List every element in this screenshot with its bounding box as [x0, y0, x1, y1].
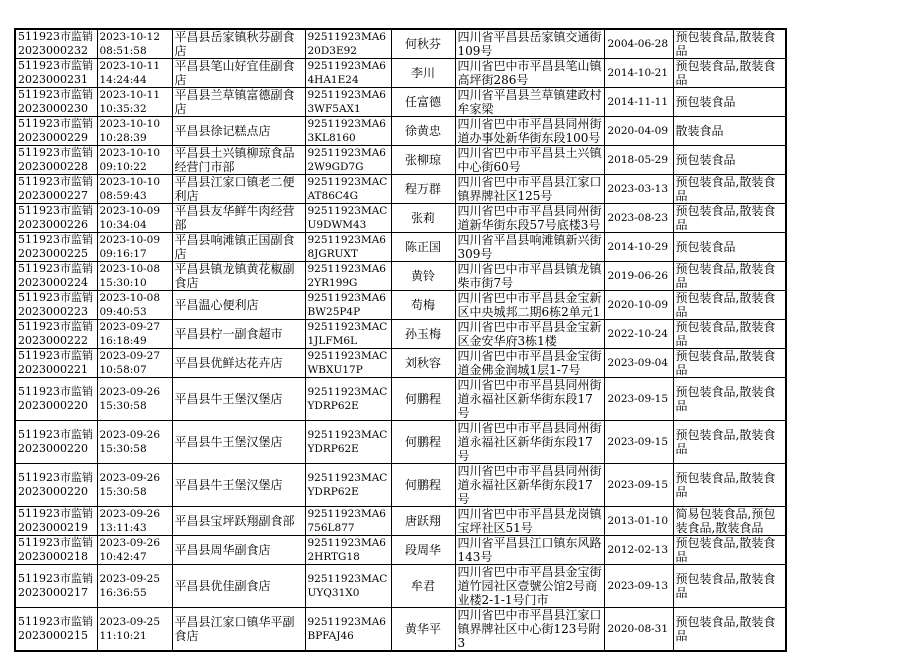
table-row [15, 378, 786, 421]
cell-address: 四川省巴中市平昌县金宝新区金安华府3栋1楼 [455, 320, 604, 349]
cell-reg-id: 511923市监销2023000220 [15, 464, 97, 507]
cell-credit-code: 92511923MACUYQ31X0 [305, 565, 391, 608]
cell-food-scope: 预包装食品,散装食品 [673, 204, 786, 233]
cell-accepted-time: 2023-09-27 10:58:07 [97, 349, 172, 378]
cell-address: 四川省巴中市平昌县同州街道永福社区新华街东段17号 [455, 464, 604, 507]
cell-accepted-time: 2023-09-26 10:42:47 [97, 536, 172, 565]
cell-operator-name: 苟梅 [391, 291, 455, 320]
cell-credit-code: 92511923MACU9DWM43 [305, 204, 391, 233]
cell-food-scope: 预包装食品 [673, 233, 786, 262]
cell-established-date: 2023-09-13 [604, 565, 673, 608]
table-row [15, 320, 786, 349]
cell-operator-name: 刘秋容 [391, 349, 455, 378]
cell-established-date: 2023-09-15 [604, 421, 673, 464]
cell-credit-code: 92511923MA62HRTG18 [305, 536, 391, 565]
cell-food-scope: 预包装食品,散装食品 [673, 349, 786, 378]
cell-shop-name: 平昌县周华副食店 [172, 536, 305, 565]
cell-shop-name: 平昌县柠一副食超市 [172, 320, 305, 349]
cell-address: 四川省平昌县江口镇东风路143号 [455, 536, 604, 565]
cell-credit-code: 92511923MA620D3E92 [305, 29, 391, 59]
cell-accepted-time: 2023-10-09 09:16:17 [97, 233, 172, 262]
cell-reg-id: 511923市监销2023000222 [15, 320, 97, 349]
cell-food-scope: 预包装食品,散装食品 [673, 175, 786, 204]
cell-established-date: 2023-08-23 [604, 204, 673, 233]
cell-reg-id: 511923市监销2023000232 [15, 29, 97, 59]
cell-reg-id: 511923市监销2023000228 [15, 146, 97, 175]
cell-accepted-time: 2023-09-25 11:10:21 [97, 608, 172, 652]
cell-address: 四川省巴中市平昌县江家口镇界牌社区中心街123号附3 [455, 608, 604, 652]
cell-accepted-time: 2023-09-27 16:18:49 [97, 320, 172, 349]
cell-accepted-time: 2023-10-10 08:59:43 [97, 175, 172, 204]
cell-operator-name: 牟君 [391, 565, 455, 608]
table-row [15, 464, 786, 507]
cell-operator-name: 黄华平 [391, 608, 455, 652]
cell-accepted-time: 2023-09-25 16:36:55 [97, 565, 172, 608]
cell-established-date: 2022-10-24 [604, 320, 673, 349]
cell-address: 四川省平昌县兰草镇建政村牟家梁 [455, 88, 604, 117]
cell-shop-name: 平昌县土兴镇柳琼食品经营门市部 [172, 146, 305, 175]
cell-established-date: 2020-08-31 [604, 608, 673, 652]
cell-credit-code: 92511923MAC1JLFM6L [305, 320, 391, 349]
cell-shop-name: 平昌县徐记糕点店 [172, 117, 305, 146]
cell-operator-name: 何鹏程 [391, 378, 455, 421]
cell-reg-id: 511923市监销2023000220 [15, 421, 97, 464]
cell-credit-code: 92511923MA6BPFAJ46 [305, 608, 391, 652]
cell-address: 四川省巴中市平昌县同州街道新华街东段57号底楼3号 [455, 204, 604, 233]
cell-established-date: 2023-09-15 [604, 464, 673, 507]
cell-food-scope: 预包装食品,散装食品 [673, 464, 786, 507]
cell-shop-name: 平昌县牛王堡汉堡店 [172, 421, 305, 464]
cell-address: 四川省巴中市平昌县土兴镇中心街60号 [455, 146, 604, 175]
cell-credit-code: 92511923MA63KL8160 [305, 117, 391, 146]
cell-credit-code: 92511923MACYDRP62E [305, 421, 391, 464]
cell-accepted-time: 2023-10-10 10:28:39 [97, 117, 172, 146]
cell-accepted-time: 2023-10-11 14:24:44 [97, 59, 172, 88]
cell-credit-code: 92511923MACYDRP62E [305, 464, 391, 507]
cell-address: 四川省巴中市平昌县江家口镇界牌社区125号 [455, 175, 604, 204]
cell-accepted-time: 2023-10-08 09:40:53 [97, 291, 172, 320]
cell-reg-id: 511923市监销2023000224 [15, 262, 97, 291]
cell-credit-code: 92511923MA64HA1E24 [305, 59, 391, 88]
cell-shop-name: 平昌县友华鲜牛肉经营部 [172, 204, 305, 233]
cell-reg-id: 511923市监销2023000219 [15, 507, 97, 536]
table-row [15, 608, 786, 652]
cell-reg-id: 511923市监销2023000223 [15, 291, 97, 320]
cell-operator-name: 任富德 [391, 88, 455, 117]
cell-reg-id: 511923市监销2023000217 [15, 565, 97, 608]
cell-operator-name: 黄铃 [391, 262, 455, 291]
cell-food-scope: 预包装食品,散装食品 [673, 291, 786, 320]
cell-credit-code: 92511923MA62W9GD7G [305, 146, 391, 175]
cell-established-date: 2023-09-04 [604, 349, 673, 378]
cell-shop-name: 平昌县牛王堡汉堡店 [172, 378, 305, 421]
cell-accepted-time: 2023-10-08 15:30:10 [97, 262, 172, 291]
cell-accepted-time: 2023-09-26 15:30:58 [97, 421, 172, 464]
cell-established-date: 2023-03-13 [604, 175, 673, 204]
cell-operator-name: 何鹏程 [391, 464, 455, 507]
cell-reg-id: 511923市监销2023000215 [15, 608, 97, 652]
cell-reg-id: 511923市监销2023000218 [15, 536, 97, 565]
cell-food-scope: 预包装食品,散装食品 [673, 262, 786, 291]
cell-credit-code: 92511923MACYDRP62E [305, 378, 391, 421]
cell-established-date: 2019-06-26 [604, 262, 673, 291]
cell-established-date: 2023-09-15 [604, 378, 673, 421]
cell-food-scope: 预包装食品,散装食品 [673, 608, 786, 652]
cell-food-scope: 预包装食品 [673, 146, 786, 175]
table-row [15, 291, 786, 320]
cell-credit-code: 92511923MA63WF5AX1 [305, 88, 391, 117]
cell-established-date: 2020-10-09 [604, 291, 673, 320]
cell-operator-name: 徐黄忠 [391, 117, 455, 146]
cell-food-scope: 简易包装食品,预包装食品,散装食品 [673, 507, 786, 536]
cell-food-scope: 预包装食品,散装食品 [673, 59, 786, 88]
cell-address: 四川省巴中市平昌县金宝新区中央城邦二期6栋2单元1 [455, 291, 604, 320]
table-row [15, 536, 786, 565]
cell-operator-name: 程万群 [391, 175, 455, 204]
cell-established-date: 2018-05-29 [604, 146, 673, 175]
cell-reg-id: 511923市监销2023000226 [15, 204, 97, 233]
table-row [15, 262, 786, 291]
cell-established-date: 2014-10-29 [604, 233, 673, 262]
cell-address: 四川省巴中市平昌县金宝街道金佛金润城1层1-7号 [455, 349, 604, 378]
cell-credit-code: 92511923MA68JGRUXT [305, 233, 391, 262]
table-row [15, 507, 786, 536]
cell-address: 四川省巴中市平昌县同州街道永福社区新华街东段17号 [455, 421, 604, 464]
cell-established-date: 2004-06-28 [604, 29, 673, 59]
table-row [15, 88, 786, 117]
cell-operator-name: 李川 [391, 59, 455, 88]
table-row [15, 565, 786, 608]
cell-accepted-time: 2023-10-11 10:35:32 [97, 88, 172, 117]
cell-shop-name: 平昌县优佳副食店 [172, 565, 305, 608]
cell-address: 四川省巴中市平昌县同州街道永福社区新华街东段17号 [455, 378, 604, 421]
table-row [15, 117, 786, 146]
cell-shop-name: 平昌县岳家镇秋芬副食店 [172, 29, 305, 59]
registry-table-body [15, 29, 786, 651]
cell-address: 四川省巴中市平昌县笔山镇高坪街286号 [455, 59, 604, 88]
cell-operator-name: 何鹏程 [391, 421, 455, 464]
table-row [15, 59, 786, 88]
cell-credit-code: 92511923MA62YR199G [305, 262, 391, 291]
cell-credit-code: 92511923MA6756L877 [305, 507, 391, 536]
cell-reg-id: 511923市监销2023000230 [15, 88, 97, 117]
cell-credit-code: 92511923MA6BW25P4P [305, 291, 391, 320]
cell-shop-name: 平昌县优鲜达花卉店 [172, 349, 305, 378]
table-row [15, 349, 786, 378]
cell-food-scope: 预包装食品,散装食品 [673, 536, 786, 565]
cell-operator-name: 张莉 [391, 204, 455, 233]
registry-table [14, 28, 787, 652]
table-row [15, 29, 786, 59]
cell-food-scope: 预包装食品,散装食品 [673, 29, 786, 59]
cell-reg-id: 511923市监销2023000227 [15, 175, 97, 204]
cell-food-scope: 预包装食品,散装食品 [673, 378, 786, 421]
cell-food-scope: 预包装食品 [673, 88, 786, 117]
cell-accepted-time: 2023-10-10 09:10:22 [97, 146, 172, 175]
cell-shop-name: 平昌温心便利店 [172, 291, 305, 320]
cell-address: 四川省平昌县响滩镇新兴街309号 [455, 233, 604, 262]
cell-food-scope: 预包装食品,散装食品 [673, 421, 786, 464]
cell-credit-code: 92511923MACWBXU17P [305, 349, 391, 378]
cell-shop-name: 平昌县牛王堡汉堡店 [172, 464, 305, 507]
cell-address: 四川省巴中市平昌县金宝街道竹园社区壹號公馆2号商业楼2-1-1号门市 [455, 565, 604, 608]
cell-reg-id: 511923市监销2023000220 [15, 378, 97, 421]
cell-reg-id: 511923市监销2023000221 [15, 349, 97, 378]
cell-shop-name: 平昌县江家口镇老二便利店 [172, 175, 305, 204]
cell-accepted-time: 2023-09-26 15:30:58 [97, 378, 172, 421]
cell-established-date: 2014-10-21 [604, 59, 673, 88]
table-row [15, 175, 786, 204]
cell-food-scope: 散装食品 [673, 117, 786, 146]
cell-reg-id: 511923市监销2023000229 [15, 117, 97, 146]
cell-shop-name: 平昌县响滩镇正国副食店 [172, 233, 305, 262]
cell-address: 四川省平昌县岳家镇交通街109号 [455, 29, 604, 59]
cell-operator-name: 陈正国 [391, 233, 455, 262]
table-row [15, 204, 786, 233]
table-row [15, 146, 786, 175]
cell-credit-code: 92511923MACAT86C4G [305, 175, 391, 204]
cell-established-date: 2020-04-09 [604, 117, 673, 146]
cell-established-date: 2012-02-13 [604, 536, 673, 565]
cell-operator-name: 孙玉梅 [391, 320, 455, 349]
cell-established-date: 2014-11-11 [604, 88, 673, 117]
cell-address: 四川省巴中市平昌县镇龙镇柴市街7号 [455, 262, 604, 291]
cell-accepted-time: 2023-10-12 08:51:58 [97, 29, 172, 59]
cell-food-scope: 预包装食品,散装食品 [673, 320, 786, 349]
cell-shop-name: 平昌县江家口镇华平副食店 [172, 608, 305, 652]
cell-shop-name: 平昌县镇龙镇黄花椒副食店 [172, 262, 305, 291]
cell-shop-name: 平昌县笔山好宜佳副食店 [172, 59, 305, 88]
table-row [15, 233, 786, 262]
cell-reg-id: 511923市监销2023000231 [15, 59, 97, 88]
cell-food-scope: 预包装食品,散装食品 [673, 565, 786, 608]
cell-accepted-time: 2023-09-26 13:11:43 [97, 507, 172, 536]
cell-address: 四川省巴中市平昌县同州街道办事处新华街东段100号 [455, 117, 604, 146]
cell-shop-name: 平昌县宝坪跃翔副食部 [172, 507, 305, 536]
cell-operator-name: 张柳琼 [391, 146, 455, 175]
cell-operator-name: 段周华 [391, 536, 455, 565]
cell-accepted-time: 2023-09-26 15:30:58 [97, 464, 172, 507]
cell-reg-id: 511923市监销2023000225 [15, 233, 97, 262]
cell-address: 四川省巴中市平昌县龙岗镇宝坪社区51号 [455, 507, 604, 536]
cell-shop-name: 平昌县兰草镇富德副食店 [172, 88, 305, 117]
cell-accepted-time: 2023-10-09 10:34:04 [97, 204, 172, 233]
cell-established-date: 2013-01-10 [604, 507, 673, 536]
cell-operator-name: 唐跃翔 [391, 507, 455, 536]
cell-operator-name: 何秋芬 [391, 29, 455, 59]
table-row [15, 421, 786, 464]
